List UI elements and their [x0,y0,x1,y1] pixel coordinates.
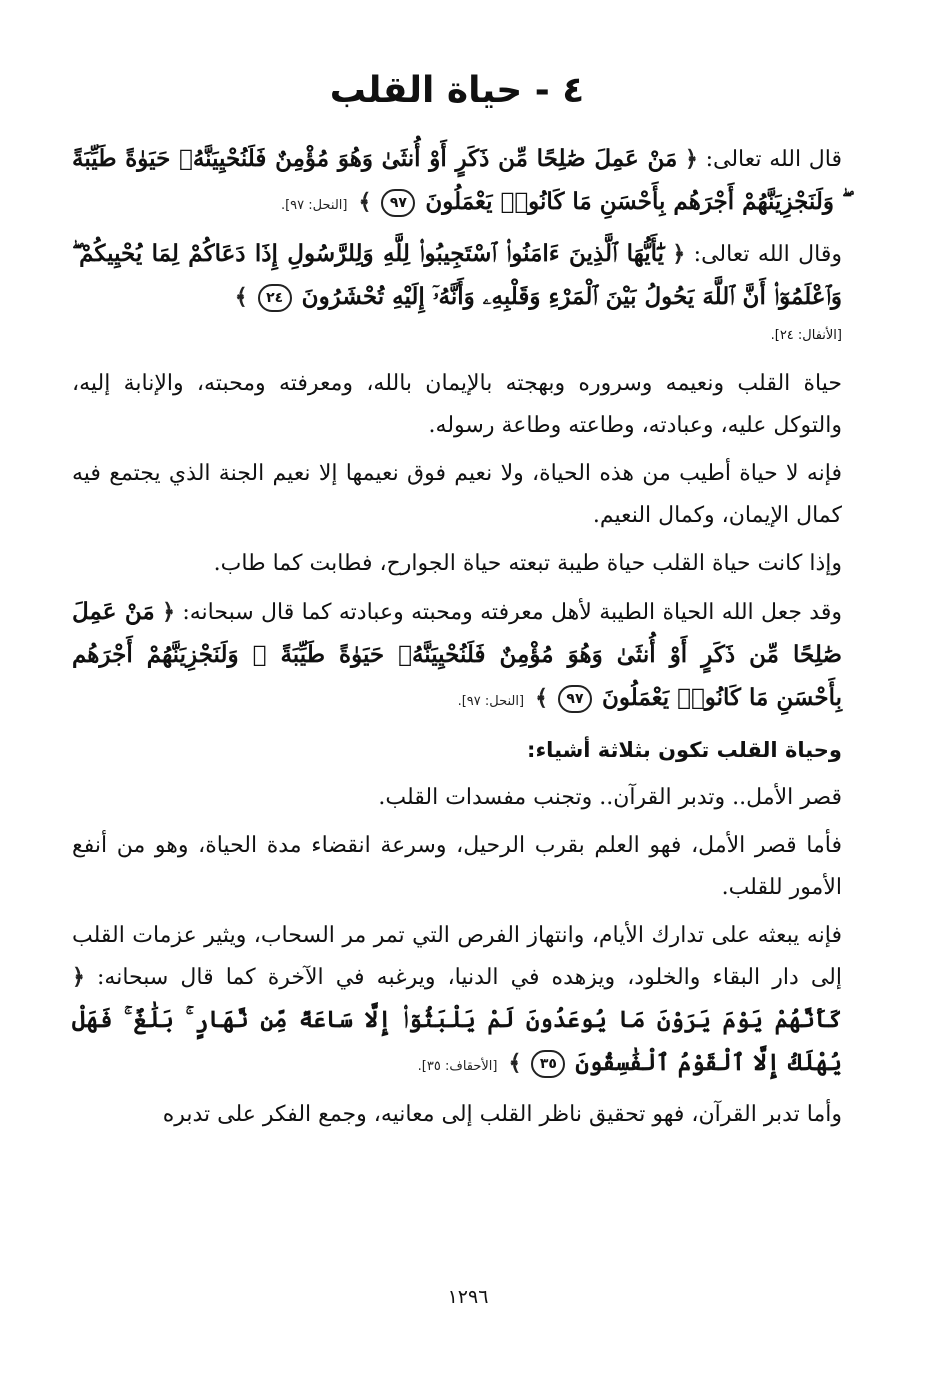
ayah-number-marker: ٢٤ [258,284,292,312]
quran-verse: مَنْ عَمِلَ صَٰلِحًا مِّن ذَكَرٍ أَوْ أُنثَىٰ وَهُوَ مُؤْمِنٌ فَلَنُحْيِيَنَّهُۥ حَيَوٰةً طَيِّبَةً ۖ وَلَنَجْزِيَنَّهُمْ أَجْرَهُم بِأَحْسَنِ مَا كَانُوا۟ يَعْمَلُونَ [72,145,842,215]
section-heading: وحياة القلب تكون بثلاثة أشياء: [527,738,842,762]
paragraph: قصر الأمل.. وتدبر القرآن.. وتجنب مفسدات القلب. [378,785,842,810]
ayah-number-marker: ٩٧ [381,189,415,217]
quran-verse: مَنْ عَمِلَ صَٰلِحًا مِّن ذَكَرٍ أَوْ أُنثَىٰ وَهُوَ مُؤْمِنٌ فَلَنُحْيِيَنَّهُۥ حَيَوٰةً طَيِّبَةً ۖ وَلَنَجْزِيَنَّهُمْ أَجْرَهُم بِأَحْسَنِ مَا كَانُوا۟ يَعْمَلُونَ [72,598,842,711]
chapter-title: ٤ - حياة القلب [329,70,585,111]
quote-intro: قال الله تعالى: [705,147,842,172]
verse-reference: [النحل: ٩٧]. [280,198,348,213]
paragraph: حياة القلب ونعيمه وسروره وبهجته بالإيمان بالله، ومعرفته ومحبته، والإنابة إليه، والتوكل عليه، وعبادته، وطاعته وطاعة رسوله. [72,371,842,438]
paragraph-text: فإنه يبعثه على تدارك الأيام، وانتهاز الفرص التي تمر مر السحاب، ويثير عزمات القلب إلى دار البقاء والخلود، ويزهده في الدنيا، ويرغبه في الآخرة كما قال سبحانه: [72,923,842,990]
verse-reference: [الأحقاف: ٣٥]. [417,1059,498,1074]
page-number: ١٢٩٦ [447,1286,489,1308]
verse-reference: [النحل: ٩٧]. [457,694,525,709]
paragraph: وأما تدبر القرآن، فهو تحقيق ناظر القلب إلى معانيه، وجمع الفكر على تدبره [162,1102,842,1127]
quote-block-3 [72,591,842,723]
quran-verse: يَٰٓأَيُّهَا ٱلَّذِينَ ءَامَنُوا۟ ٱسْتَجِيبُوا۟ لِلَّهِ وَلِلرَّسُولِ إِذَا دَعَاكُمْ لِمَا يُحْيِيكُمْ ۖ وَٱعْلَمُوٓا۟ أَنَّ ٱللَّهَ يَحُولُ بَيْنَ ٱلْمَرْءِ وَقَلْبِهِۦ وَأَنَّهُۥٓ إِلَيْهِ تُحْشَرُونَ [72,240,842,310]
quran-verse: كَأَنَّهُمْ يَوْمَ يَرَوْنَ مَا يُوعَدُونَ لَمْ يَلْبَثُوٓا۟ إِلَّا سَاعَةً مِّن نَّهَارٍ ۚ بَلَٰغٌ ۚ فَهَلْ يُهْلَكُ إِلَّا ٱلْقَوْمُ ٱلْفَٰسِقُونَ [72,1006,842,1076]
paragraph: وإذا كانت حياة القلب حياة طيبة تبعته حياة الجوارح، فطابت كما طاب. [213,551,842,576]
verse-close-bracket: ﴾ [508,1051,522,1076]
verse-close-bracket: ﴾ [535,686,548,711]
verse-open-bracket: ﴿ [672,242,686,267]
verse-open-bracket: ﴿ [162,600,175,625]
verse-close-bracket: ﴾ [358,190,372,215]
verse-close-bracket: ﴾ [234,285,248,310]
page [72,62,842,1362]
verse-open-bracket: ﴿ [72,965,85,990]
verse-reference: [الأنفال: ٢٤]. [770,328,842,343]
verse-open-bracket: ﴿ [685,147,698,172]
quote-block-1 [72,138,842,227]
quote-intro: وقد جعل الله الحياة الطيبة لأهل معرفته ومحبته وعبادته كما قال سبحانه: [182,600,842,625]
quote-block-2 [72,233,842,319]
paragraph: فأما قصر الأمل، فهو العلم بقرب الرحيل، وسرعة انقضاء مدة الحياة، وهو من أنفع الأمور للقلب. [72,833,842,900]
ayah-number-marker: ٩٧ [558,685,592,713]
ayah-number-marker: ٣٥ [531,1050,565,1078]
quote-block-4 [72,915,842,1088]
paragraph: فإنه لا حياة أطيب من هذه الحياة، ولا نعيم فوق نعيمها إلا نعيم الجنة الذي يجتمع فيه كمال الإيمان، وكمال النعيم. [72,461,842,528]
quote-intro: وقال الله تعالى: [693,242,842,267]
